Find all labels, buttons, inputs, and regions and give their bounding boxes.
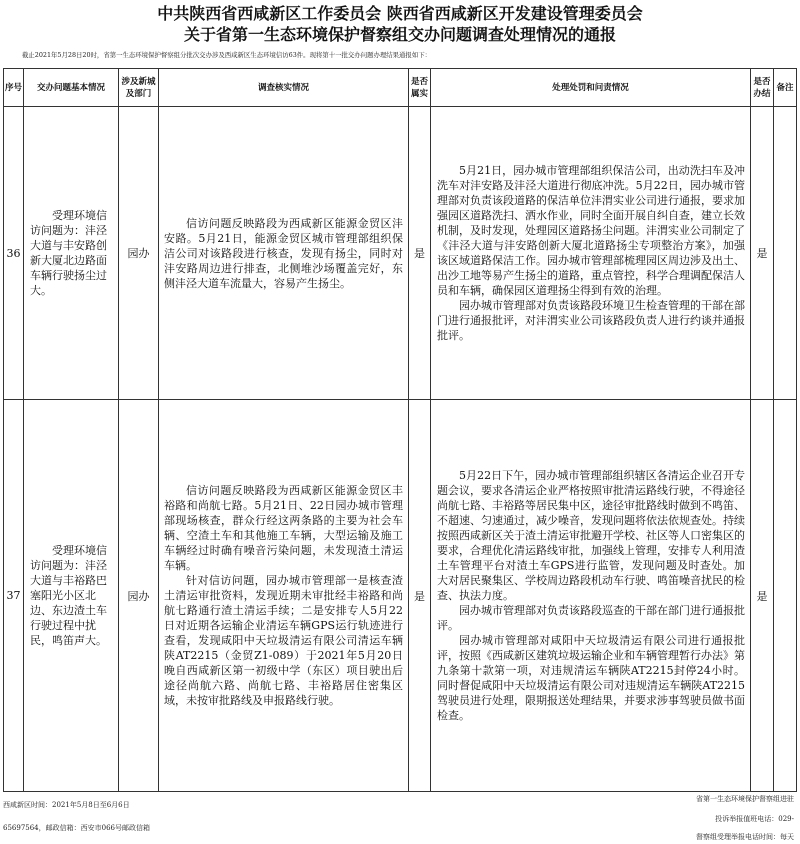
report-title-line1: 中共陕西省西咸新区工作委员会 陕西省西咸新区开发建设管理委员会 — [157, 4, 643, 23]
footer-right-line1: 省第一生态环境保护督察组进驻 — [696, 795, 794, 803]
table-row — [4, 400, 797, 792]
row-check — [159, 400, 409, 792]
handling-paragraph: 园办城市管理部对咸阳中天垃圾清运有限公司进行通报批评，按照《西咸新区建筑垃圾运输企业和车辆管理暂行办法》第九条第十款第一项，对违规清运车辆陕AT2215封停24小时。同时督促咸阳中天垃圾清运有限公司对违规清运车辆陕AT2215驾驶员进行处理，限期报送处理结果，并要求涉事驾驶员做书面检查。 — [437, 634, 745, 722]
report-table — [3, 68, 797, 792]
handling-paragraph: 5月21日，园办城市管理部组织保洁公司，出动洗扫车及冲洗车对沣安路及沣泾大道进行彻底冲洗。5月22日，园办城市管理部对负责该段道路的保洁单位沣渭实业公司进行通报，要求加强园区道路洗扫、洒水作业，同时全面开展自纠自查，建立长效机制，及时发现，处理园区道路扬尘问题。沣渭实业公司制定了《沣泾大道与沣安路创新大厦北道路扬尘专项整治方案》，加强该区域道路保洁工作。园办城市管理部梳理园区周边涉及出土、出沙工地等易产生扬尘的道路，重点管控，科学合理调配保洁人员和车辆，确保园区道理扬尘得到有效的治理。 — [437, 164, 745, 297]
footer-right-line3: 督察组受理举报电话时间：每天 — [696, 833, 794, 841]
report-subtitle: 截止2021年5月28日20时，省第一生态环境保护督察组分批次交办涉及西咸新区生态环境信访63件。现将第十一批交办问题办理结果通报如下： — [22, 51, 431, 59]
header-handling: 处理处罚和问责情况 — [431, 69, 751, 107]
row-closed: 是 — [751, 400, 774, 792]
table-header-row — [4, 69, 797, 107]
row-remark — [774, 107, 797, 400]
row-check — [159, 107, 409, 400]
header-no: 序号 — [4, 69, 24, 107]
check-paragraph: 针对信访问题，园办城市管理部一是核查渣土清运审批资料，发现近期未审批经丰裕路和尚航七路通行渣土清运手续；二是安排专人5月22日对近期各运输企业清运车辆GPS运行轨迹进行查看，发现咸阳中天垃圾清运有限公司清运车辆陕AT2215（金贸Z1-089）于2021年5月20日晚自西咸新区第一初级中学（东区）项目驶出后途径尚航六路、尚航七路、丰裕路居住密集区域，未按审批路线及申报路线行驶。 — [164, 574, 403, 707]
footer-left-line1: 西咸新区时间：2021年5月8日至6月6日 — [3, 801, 130, 809]
handling-paragraph: 5月22日下午，园办城市管理部组织辖区各清运企业召开专题会议，要求各清运企业严格按照审批清运路线行驶，不得途径尚航七路、丰裕路等居民集中区，途径审批路线时做到不鸣笛、不超速、匀速通过，减少噪音，发现问题将依法依规查处。持续按照西咸新区关于渣土清运审批避开学校、社区等人口密集区的要求，合理优化清运路线审批，加强线上管理，安排专人利用渣土车管理平台对渣土车GPS进行监管，发现问题及时查处。加大对居民聚集区、学校周边路段机动车行驶、鸣笛噪音扰民的检查、执法力度。 — [437, 469, 745, 602]
header-basic: 交办问题基本情况 — [24, 69, 119, 107]
row-handling — [431, 107, 751, 400]
row-basic-info — [24, 400, 119, 792]
basic-text: 受理环境信访问题为：沣泾大道与丰安路创新大厦北边路面车辆行驶扬尘过大。 — [30, 209, 107, 297]
header-remark: 备注 — [774, 69, 797, 107]
header-closed: 是否办结 — [751, 69, 774, 107]
table-row — [4, 107, 797, 400]
row-basic-info — [24, 107, 119, 400]
header-dept: 涉及新城及部门 — [119, 69, 159, 107]
header-check: 调查核实情况 — [159, 69, 409, 107]
header-verified: 是否属实 — [409, 69, 431, 107]
check-text: 信访问题反映路段为西咸新区能源金贸区沣安路。5月21日，能源金贸区城市管理部组织保洁公司对该路段进行核查，发现有扬尘，同时对沣安路周边进行排查，北侧堆沙场覆盖完好，东侧沣泾大道车流量大，容易产生扬尘。 — [164, 216, 403, 290]
row-closed: 是 — [751, 107, 774, 400]
report-title-line2: 关于省第一生态环境保护督察组交办问题调查处理情况的通报 — [183, 25, 616, 44]
row-number: 36 — [4, 107, 24, 400]
row-dept: 园办 — [119, 400, 159, 792]
basic-text: 受理环境信访问题为：沣泾大道与丰裕路巴塞阳光小区北边、东边渣土车行驶过程中扰民，鸣笛声大。 — [30, 544, 107, 647]
footer-right-line2: 投诉举报值班电话：029- — [715, 815, 794, 823]
row-handling — [431, 400, 751, 792]
check-paragraph: 信访问题反映路段为西咸新区能源金贸区丰裕路和尚航七路。5月21日、22日园办城市管理部现场核查，群众行经这两条路的主要为社会车辆、空渣土车和其他施工车辆，大型运输及施工车辆经过时确有噪音污染问题，未发现渣土清运车辆。 — [164, 484, 403, 572]
row-verified: 是 — [409, 107, 431, 400]
row-verified: 是 — [409, 400, 431, 792]
row-number: 37 — [4, 400, 24, 792]
handling-paragraph: 园办城市管理部对负责该路段巡查的干部在部门进行通报批评。 — [437, 604, 745, 632]
handling-paragraph: 园办城市管理部对负责该路段环境卫生检查管理的干部在部门进行通报批评，对沣渭实业公司该路段负责人进行约谈并通报批评。 — [437, 299, 745, 342]
row-remark — [774, 400, 797, 792]
row-dept: 园办 — [119, 107, 159, 400]
footer-left-line2: 65697564，邮政信箱：西安市066号邮政信箱 — [3, 824, 150, 832]
